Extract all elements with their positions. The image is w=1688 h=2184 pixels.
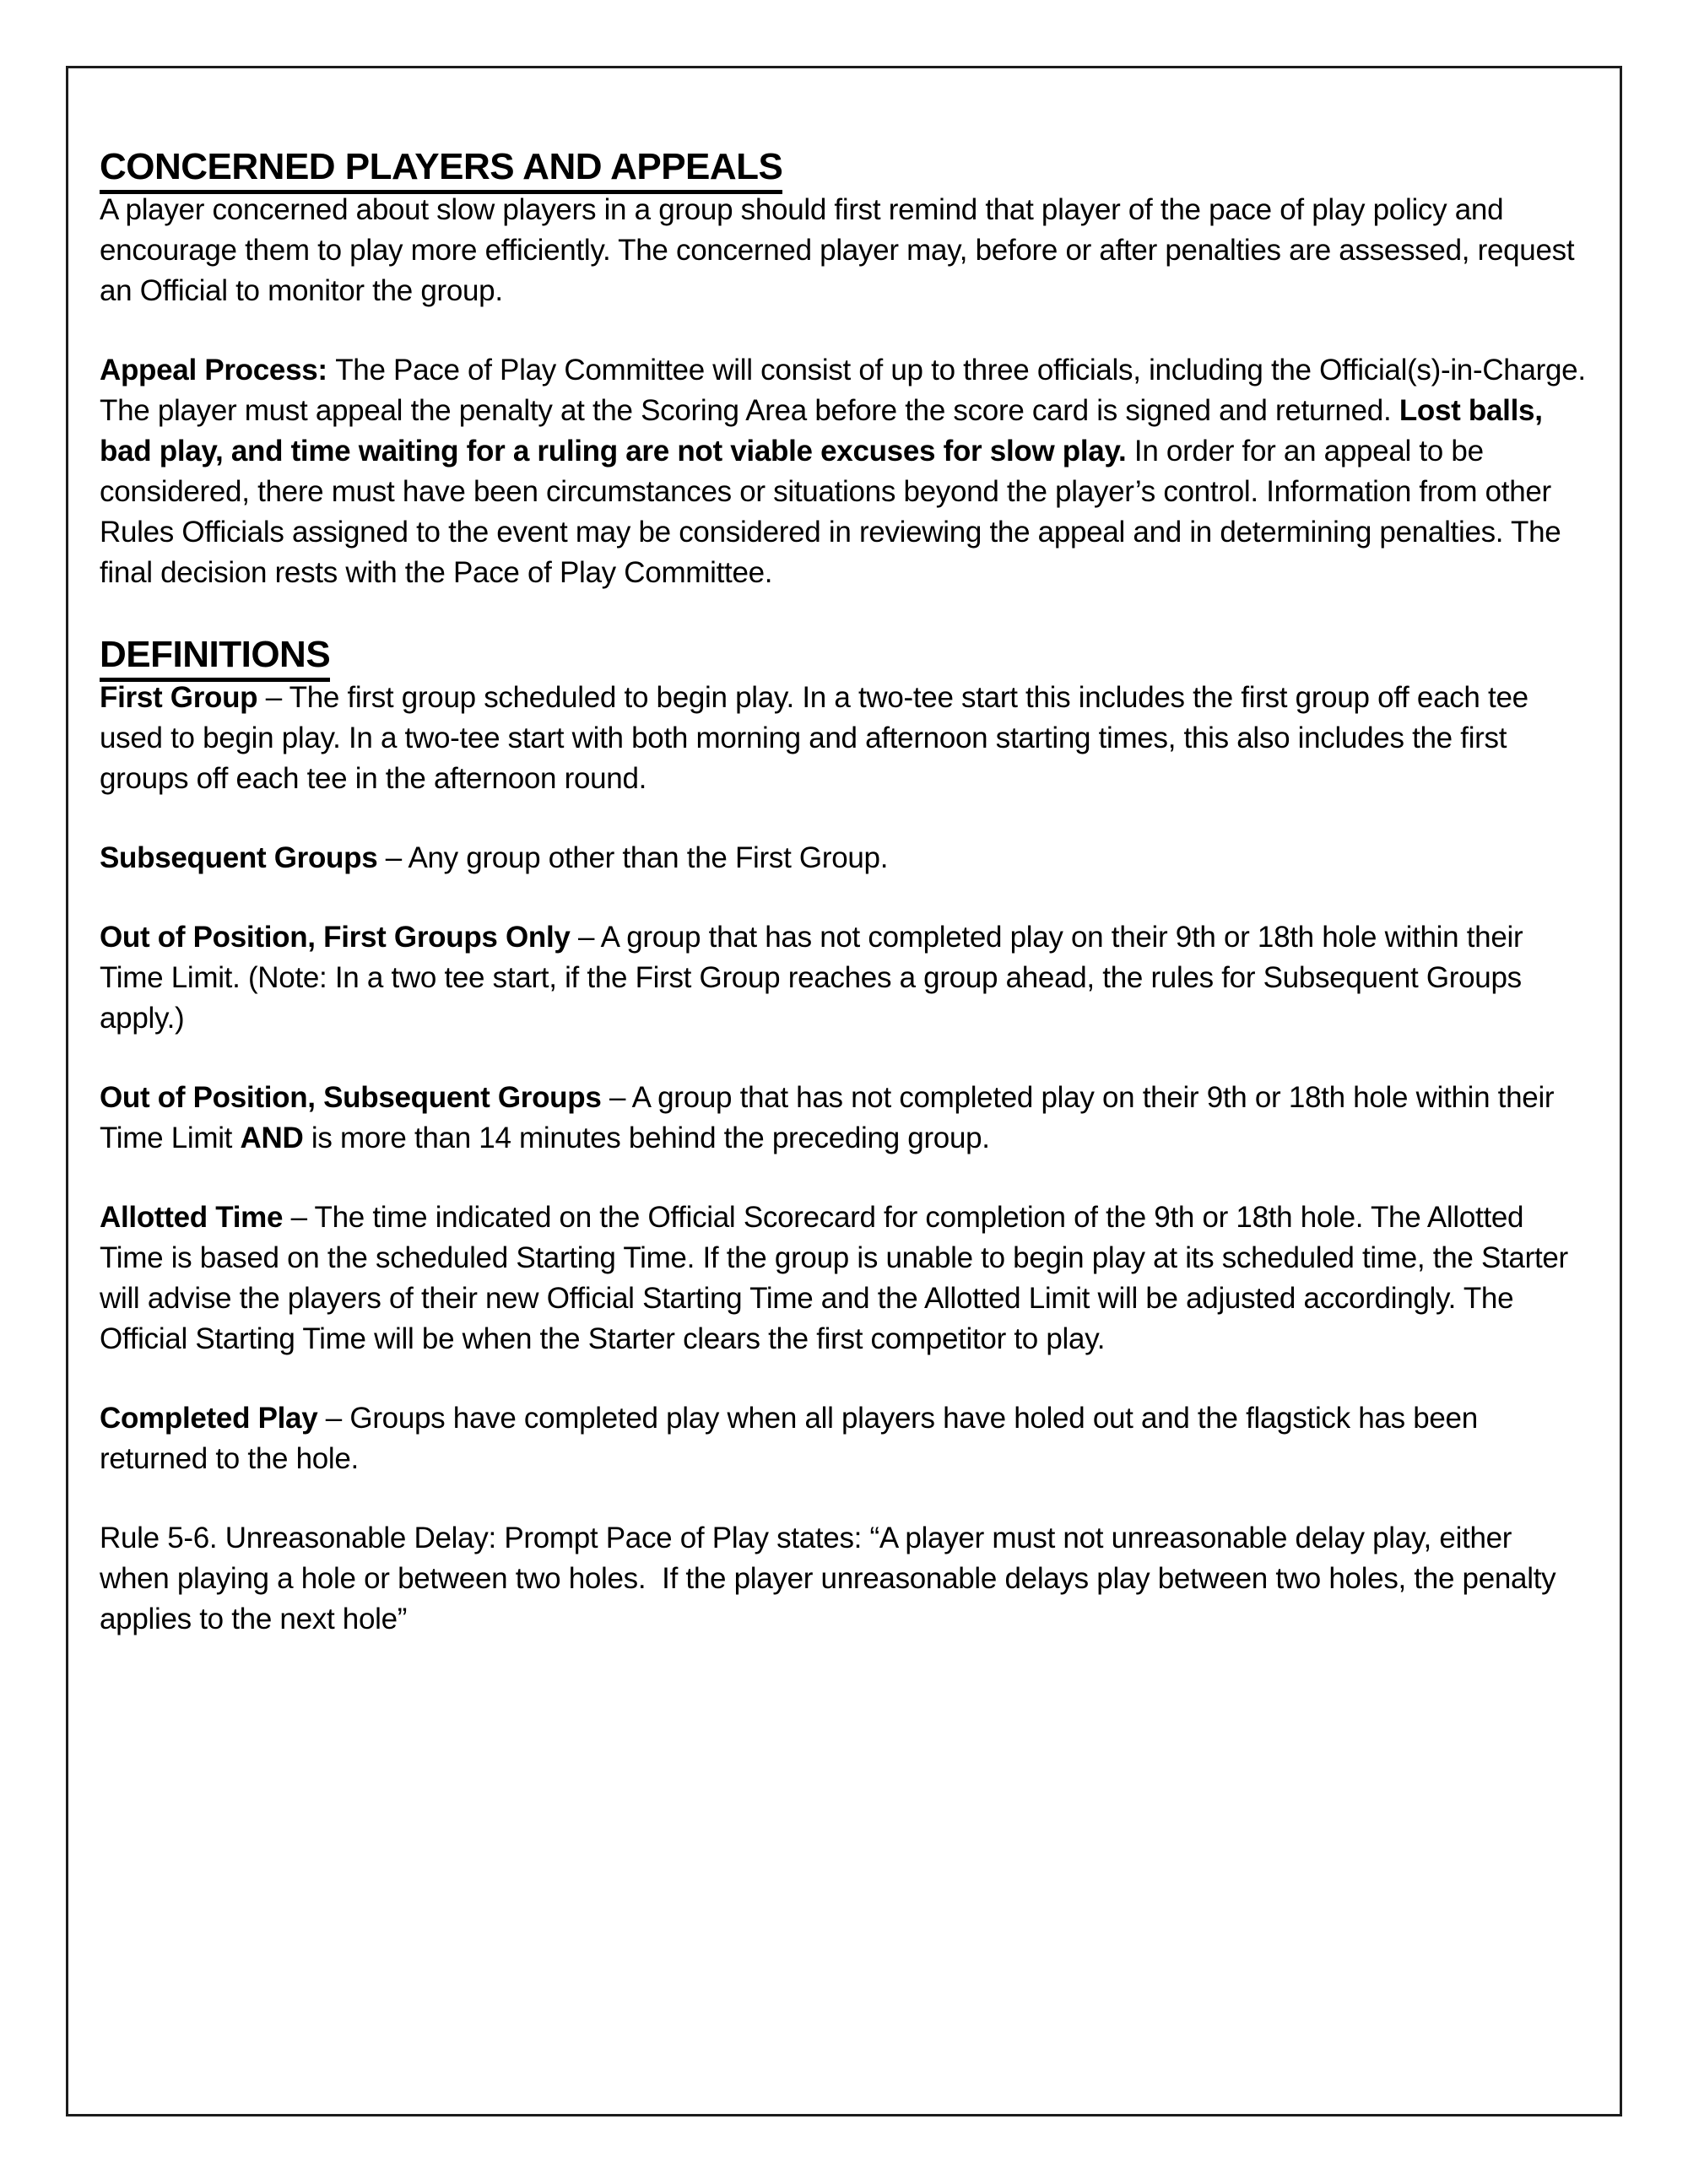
out-of-position-first-groups-definition-run-0: Out of Position, First Groups Only [100, 921, 571, 954]
first-group-definition-run-0: First Group [100, 681, 258, 714]
first-group-definition-run-1: – The first group scheduled to begin play. In a two-tee start this includes the first group off each tee used to begin play. In a two-tee start with both morning and afternoon starting times, this also includes the first groups off each tee in the afternoon round. [100, 681, 1537, 795]
concerned-players-paragraph-run-0: A player concerned about slow players in a group should first remind that player of the pace of play policy and encourage them to play more efficiently. The concerned player may, before or after penalties are assessed, request an Official to monitor the group. [100, 193, 1582, 307]
appeal-process-paragraph-run-0: Appeal Process: [100, 354, 336, 387]
out-of-position-subsequent-groups-definition [100, 1078, 1588, 1159]
out-of-position-subsequent-groups-definition-run-1: – A group that has not completed play on their 9th or 18th hole within their Time Limit [100, 1081, 1562, 1154]
definitions-heading [100, 632, 1588, 678]
completed-play-definition-run-0: Completed Play [100, 1402, 318, 1435]
subsequent-groups-definition-run-1: – Any group other than the First Group. [377, 841, 889, 874]
completed-play-definition [100, 1398, 1588, 1479]
allotted-time-definition-run-0: Allotted Time [100, 1201, 284, 1234]
completed-play-definition-run-1: – Groups have completed play when all players have holed out and the flagstick has been returned to the hole. [100, 1402, 1486, 1475]
allotted-time-definition-run-1: – The time indicated on the Official Scorecard for completion of the 9th or 18th hole. The Allotted Time is based on the scheduled Starting Time. If the group is unable to begin play at its scheduled time, the Starter will advise the players of their new Official Starting Time and the Allotted Limit will be adjusted accordingly. The Official Starting Time will be when the Starter clears the first competitor to play. [100, 1201, 1577, 1355]
out-of-position-first-groups-definition [100, 917, 1588, 1039]
out-of-position-first-groups-definition-run-1: – A group that has not completed play on their 9th or 18th hole within their Time Limit. (Note: In a two tee start, if the First Group reaches a group ahead, the rules for Subsequent Groups apply.) [100, 921, 1531, 1035]
rule-5-6-paragraph-run-0: Rule 5-6. Unreasonable Delay: Prompt Pace of Play states: “A player must not unreasonable delay play, either when playing a hole or between two holes. If the player unreasonable delays play between two holes, the penalty applies to the next hole” [100, 1522, 1564, 1635]
appeal-process-paragraph-run-3: In order for an appeal to be considered, there must have been circumstances or situations beyond the player’s control. Information from other Rules Officials assigned to the event may be considered in reviewing the appeal and in determining penalties. The final decision rests with the Pace of Play Committee. [100, 435, 1569, 589]
concerned-players-paragraph [100, 190, 1588, 311]
concerned-players-and-appeals-heading-text: CONCERNED PLAYERS AND APPEALS [100, 146, 782, 194]
rule-5-6-paragraph [100, 1518, 1588, 1640]
definitions-heading-text: DEFINITIONS [100, 634, 330, 682]
subsequent-groups-definition-run-0: Subsequent Groups [100, 841, 378, 874]
appeal-process-paragraph [100, 350, 1593, 593]
out-of-position-subsequent-groups-definition-run-2: AND [240, 1122, 304, 1154]
subsequent-groups-definition [100, 838, 1588, 878]
allotted-time-definition [100, 1197, 1588, 1360]
out-of-position-subsequent-groups-definition-run-3: is more than 14 minutes behind the preceding group. [303, 1122, 990, 1154]
document-page [66, 66, 1622, 2116]
appeal-process-paragraph-run-1: The Pace of Play Committee will consist of up to three officials, including the Official(s)-in-Charge. The player must appeal the penalty at the Scoring Area before the score card is signed and returned. [100, 354, 1593, 427]
first-group-definition [100, 678, 1588, 799]
appeal-process-paragraph-run-2: Lost balls, bad play, and time waiting for a ruling are not viable excuses for slow play. [100, 394, 1551, 468]
concerned-players-and-appeals-heading [100, 144, 1588, 190]
out-of-position-subsequent-groups-definition-run-0: Out of Position, Subsequent Groups [100, 1081, 602, 1114]
